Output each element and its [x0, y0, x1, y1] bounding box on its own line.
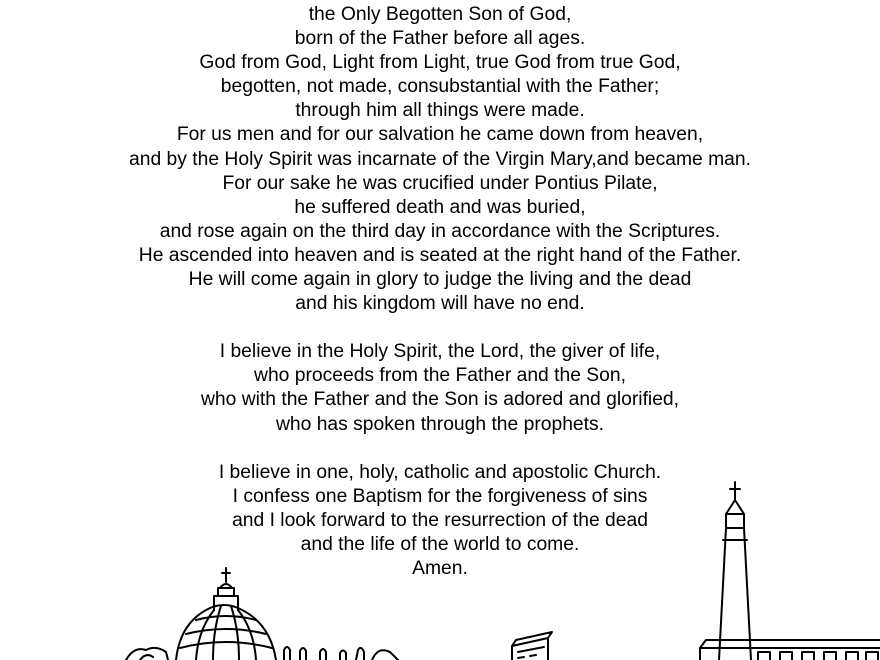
creed-line: who has spoken through the prophets.: [275, 413, 604, 435]
stanza-son: [0, 3, 880, 316]
creed-line: I believe in the Holy Spirit, the Lord, the giver of life,: [219, 341, 661, 363]
creed-line: and I look forward to the resurrection of the dead: [232, 509, 648, 531]
creed-line: and by the Holy Spirit was incarnate of the Virgin Mary,and became man.: [129, 148, 751, 170]
creed-line: He will come again in glory to judge the living and the dead: [188, 269, 692, 291]
creed-line: who proceeds from the Father and the Son,: [254, 365, 626, 387]
palace-drawing: [512, 632, 552, 660]
creed-line: he suffered death and was buried,: [294, 196, 586, 218]
creed-line: the Only Begotten Son of God,: [308, 4, 572, 25]
dome-drawing: [126, 568, 398, 660]
bernini-colonnade-drawing: [700, 640, 880, 660]
creed-line: He ascended into heaven and is seated at the right hand of the Father.: [138, 244, 742, 266]
creed-line: begotten, not made, consubstantial with the Father;: [220, 76, 660, 98]
creed-line: God from God, Light from Light, true God from true God,: [199, 52, 681, 74]
creed-text: [0, 3, 880, 581]
creed-line: and rose again on the third day in accordance with the Scriptures.: [159, 220, 721, 242]
creed-line: and the life of the world to come.: [300, 533, 580, 555]
creed-line: who with the Father and the Son is adored and glorified,: [200, 389, 680, 411]
stanza-holy-spirit: [0, 340, 880, 436]
creed-line: For our sake he was crucified under Pontius Pilate,: [222, 172, 658, 194]
creed-amen: Amen.: [412, 557, 468, 579]
creed-line: born of the Father before all ages.: [294, 28, 586, 50]
creed-line: For us men and for our salvation he came down from heaven,: [176, 124, 704, 146]
creed-line: I believe in one, holy, catholic and apostolic Church.: [218, 461, 662, 483]
creed-line: through him all things were made.: [295, 100, 585, 122]
creed-line: and his kingdom will have no end.: [295, 293, 585, 315]
creed-line: I confess one Baptism for the forgiveness of sins: [232, 485, 648, 507]
stanza-church: [0, 461, 880, 581]
